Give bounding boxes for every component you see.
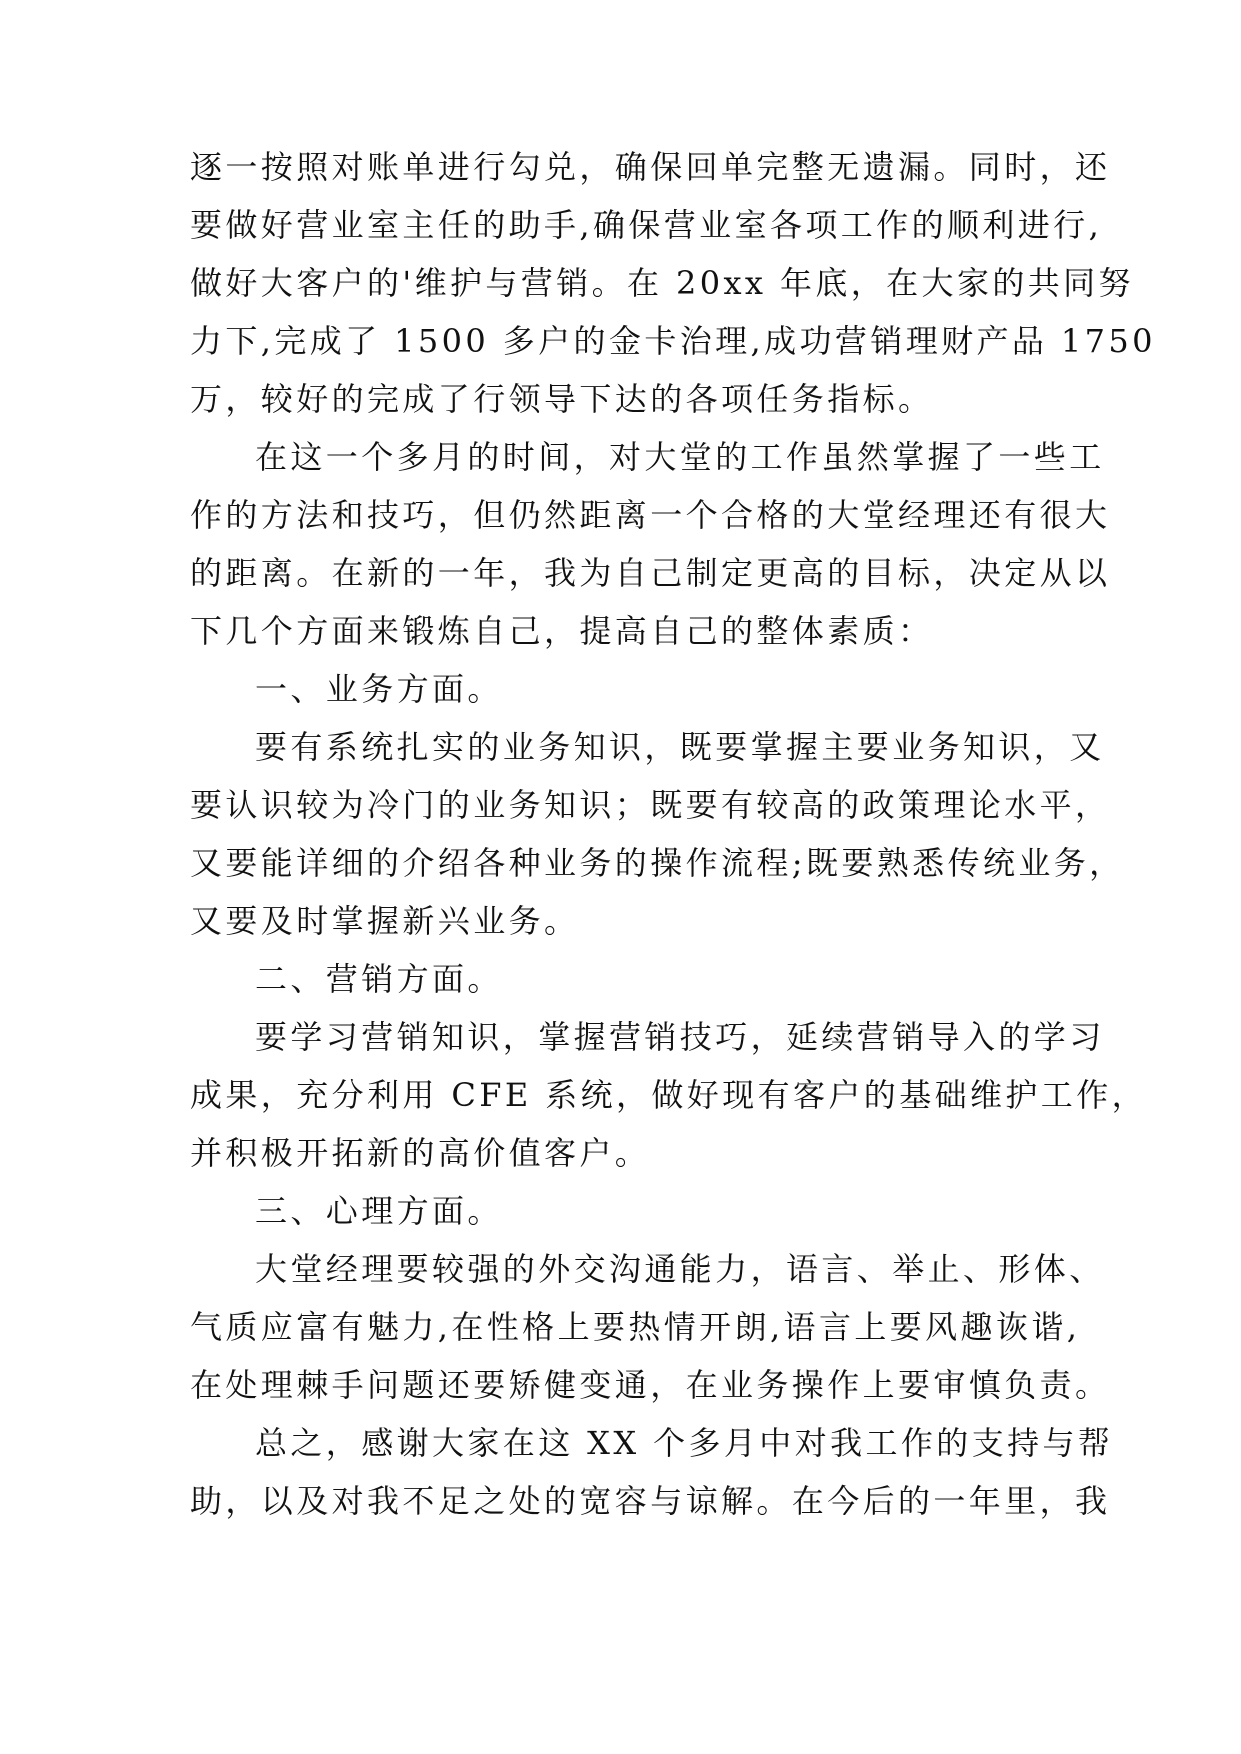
- text-line: 要认识较为冷门的业务知识；既要有较高的政策理论水平，: [190, 786, 1111, 824]
- text-line: 要学习营销知识，掌握营销技巧，延续营销导入的学习: [255, 1018, 1105, 1056]
- text-line: 总之，感谢大家在这 XX 个多月中对我工作的支持与帮: [255, 1424, 1114, 1462]
- text-line: 逐一按照对账单进行勾兑，确保回单完整无遗漏。同时，还: [190, 148, 1111, 186]
- text-line: 气质应富有魅力,在性格上要热情开朗,语言上要风趣诙谐,: [190, 1308, 1081, 1346]
- text-line: 成果，充分利用 CFE 系统，做好现有客户的基础维护工作，: [190, 1076, 1147, 1114]
- text-line: 的距离。在新的一年，我为自己制定更高的目标，决定从以: [190, 554, 1111, 592]
- text-line: 下几个方面来锻炼自己，提高自己的整体素质：: [190, 612, 934, 650]
- text-line: 助，以及对我不足之处的宽容与谅解。在今后的一年里，我: [190, 1482, 1111, 1520]
- text-line: 又要及时掌握新兴业务。: [190, 902, 580, 940]
- text-line: 在这一个多月的时间，对大堂的工作虽然掌握了一些工: [255, 438, 1105, 476]
- text-line: 在处理棘手问题还要矫健变通，在业务操作上要审慎负责。: [190, 1366, 1111, 1404]
- section-heading: 一、业务方面。: [255, 670, 503, 708]
- text-line: 又要能详细的介绍各种业务的操作流程;既要熟悉传统业务，: [190, 844, 1125, 882]
- section-heading: 二、营销方面。: [255, 960, 503, 998]
- text-line: 要做好营业室主任的助手,确保营业室各项工作的顺利进行,: [190, 206, 1103, 244]
- text-line: 要有系统扎实的业务知识，既要掌握主要业务知识，又: [255, 728, 1105, 766]
- text-line: 力下,完成了 1500 多户的金卡治理,成功营销理财产品 1750: [190, 322, 1156, 360]
- text-line: 作的方法和技巧，但仍然距离一个合格的大堂经理还有很大: [190, 496, 1111, 534]
- text-line: 大堂经理要较强的外交沟通能力，语言、举止、形体、: [255, 1250, 1105, 1288]
- text-line: 万，较好的完成了行领导下达的各项任务指标。: [190, 380, 934, 418]
- text-line: 做好大客户的'维护与营销。在 20xx 年底，在大家的共同努: [190, 264, 1134, 302]
- section-heading: 三、心理方面。: [255, 1192, 503, 1230]
- text-line: 并积极开拓新的高价值客户。: [190, 1134, 651, 1172]
